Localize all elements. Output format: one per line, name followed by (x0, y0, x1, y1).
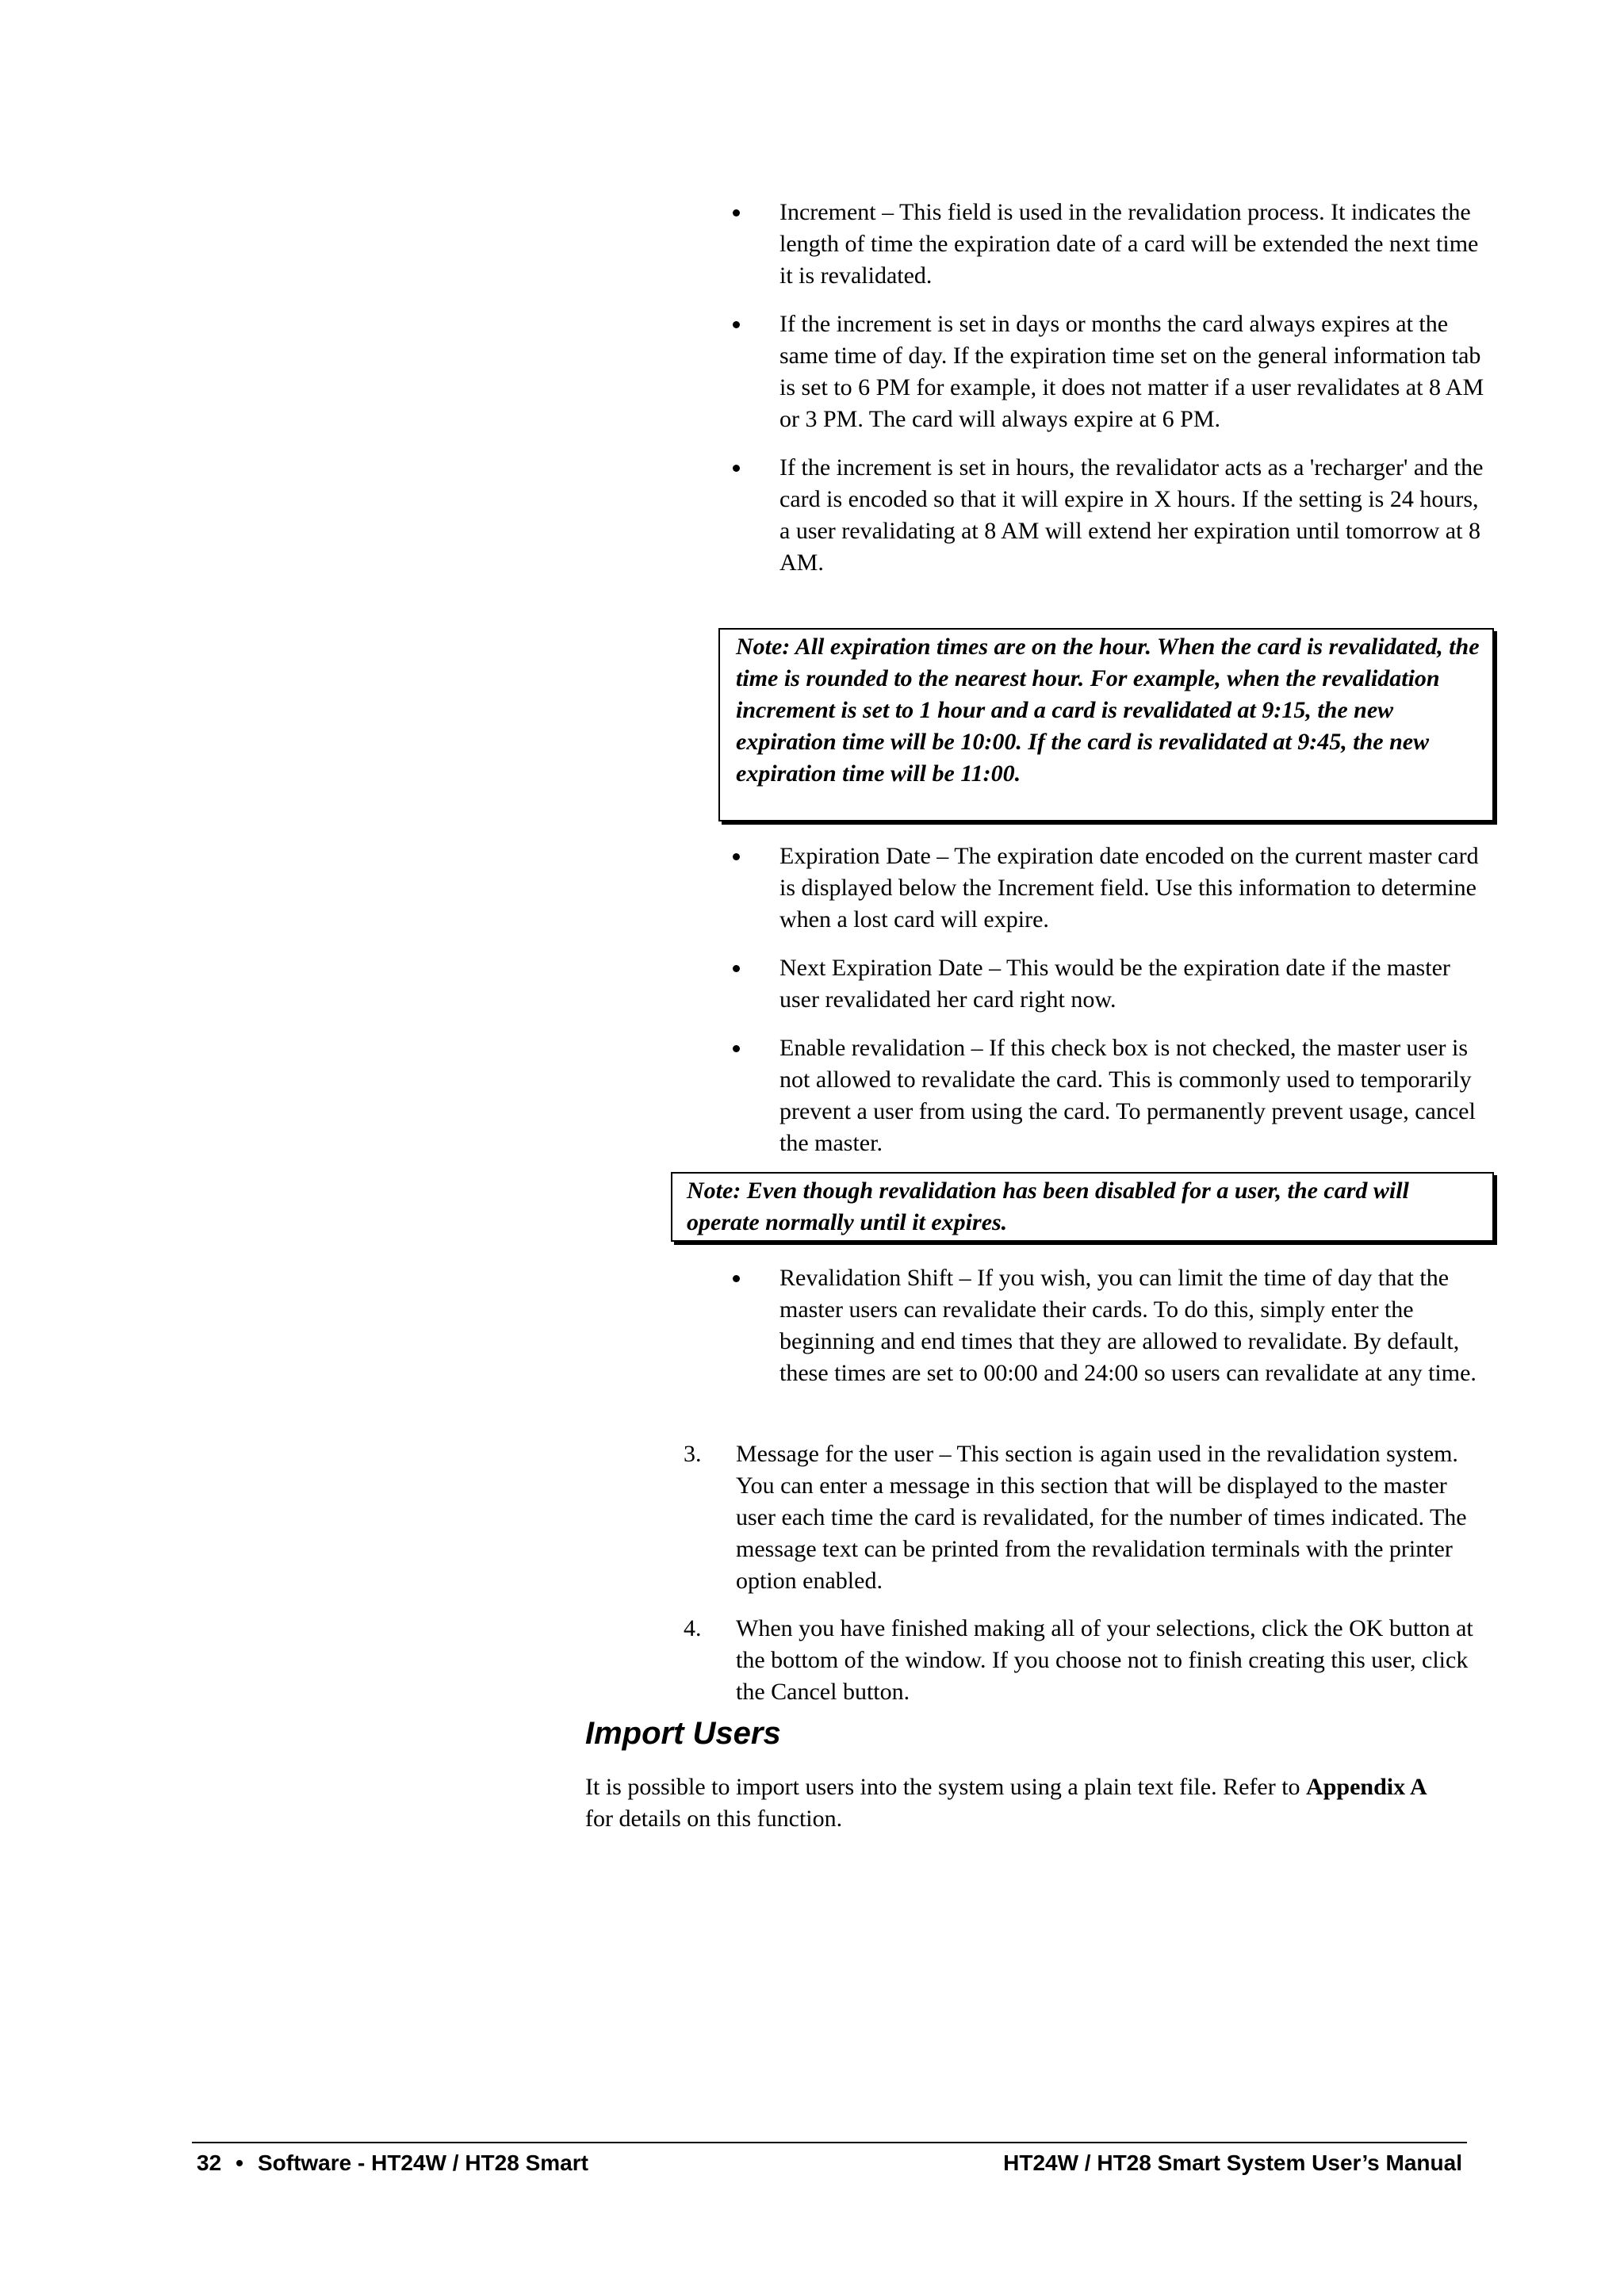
list-item (730, 452, 1491, 579)
bullet-text: Revalidation Shift – If you wish, you can limit the time of day that the master users can revalidate their cards. To do this, simply enter the beginning and end times that they are allowed to revalidate. By default, these times are set to 00:00 and 24:00 so users can revalidate at any time. (779, 1265, 1477, 1386)
bullet-text: Next Expiration Date – This would be the expiration date if the master user revalidated her card right now. (779, 955, 1450, 1013)
list-item (730, 952, 1491, 1016)
note-text: Note: Even though revalidation has been disabled for a user, the card will operate normally until it expires. (687, 1178, 1409, 1235)
appendix-reference: Appendix A (1306, 1774, 1427, 1800)
list-item (684, 1438, 1492, 1597)
note-box-revalidation-disabled (671, 1172, 1494, 1242)
step-number: 3. (684, 1441, 702, 1467)
numbered-steps (684, 1438, 1492, 1724)
page-number: 32 (197, 2150, 222, 2175)
bullet-text: If the increment is set in hours, the revalidator acts as a 'recharger' and the card is encoded so that it will expire in X hours. If the setting is 24 hours, a user revalidating at 8 AM will extend her expiration until tomorrow at 8 AM. (779, 454, 1484, 576)
bullet-dot-icon (733, 1275, 740, 1282)
footer-right (1003, 2149, 1462, 2177)
bullet-list-bottom (730, 1262, 1491, 1406)
bullet-dot-icon (733, 465, 740, 472)
footer-divider (192, 2142, 1467, 2143)
bullet-list-top (730, 197, 1491, 596)
bullet-dot-icon (733, 209, 740, 216)
bullet-dot-icon (733, 1045, 740, 1052)
list-item (730, 841, 1491, 936)
bullet-text: Enable revalidation – If this check box is not checked, the master user is not allowed to revalidate the card. This is commonly used to temporarily prevent a user from using the card. To permanently prevent usage, cancel the master. (779, 1035, 1476, 1156)
list-item (730, 197, 1491, 292)
import-users-text: It is possible to import users into the system using a plain text file. Refer to (585, 1774, 1307, 1800)
footer-left (197, 2149, 588, 2177)
section-heading-import-users: Import Users (585, 1716, 781, 1751)
footer-manual-title: HT24W / HT28 Smart System User’s Manual (1003, 2150, 1462, 2175)
step-number: 4. (684, 1615, 702, 1641)
bullet-list-middle (730, 841, 1491, 1176)
import-users-text-end: for details on this function. (585, 1806, 843, 1832)
bullet-dot-icon (733, 965, 740, 972)
import-users-paragraph (585, 1771, 1457, 1835)
list-item (684, 1613, 1492, 1708)
list-item (730, 1262, 1491, 1389)
bullet-dot-icon (733, 853, 740, 860)
bullet-dot-icon (733, 321, 740, 328)
footer-section-title: Software - HT24W / HT28 Smart (257, 2150, 588, 2175)
list-item (730, 308, 1491, 435)
bullet-text: Expiration Date – The expiration date encoded on the current master card is displayed below the Increment field. Use this information to determine when a lost card will expire. (779, 843, 1479, 933)
note-text: Note: All expiration times are on the hour. When the card is revalidated, the time is rounded to the nearest hour. For example, when the revalidation increment is set to 1 hour and a card is revalidated at 9:15, the new expiration time will be 10:00. If the card is revalidated at 9:45, the new expiration time will be 11:00. (736, 634, 1480, 787)
footer-separator: • (236, 2150, 243, 2175)
note-box-expiration-hour (718, 628, 1494, 821)
step-text: When you have finished making all of your selections, click the OK button at the bottom of the window. If you choose not to finish creating this user, click the Cancel button. (736, 1615, 1473, 1705)
list-item (730, 1032, 1491, 1159)
bullet-text: If the increment is set in days or months the card always expires at the same time of day. If the expiration time set on the general information tab is set to 6 PM for example, it does not matter if a user revalidates at 8 AM or 3 PM. The card will always expire at 6 PM. (779, 311, 1484, 432)
step-text: Message for the user – This section is again used in the revalidation system. You can enter a message in this section that will be displayed to the master user each time the card is revalidated, for the number of times indicated. The message text can be printed from the revalidation terminals with the printer option enabled. (736, 1441, 1467, 1594)
bullet-text: Increment – This field is used in the revalidation process. It indicates the length of time the expiration date of a card will be extended the next time it is revalidated. (779, 199, 1479, 289)
